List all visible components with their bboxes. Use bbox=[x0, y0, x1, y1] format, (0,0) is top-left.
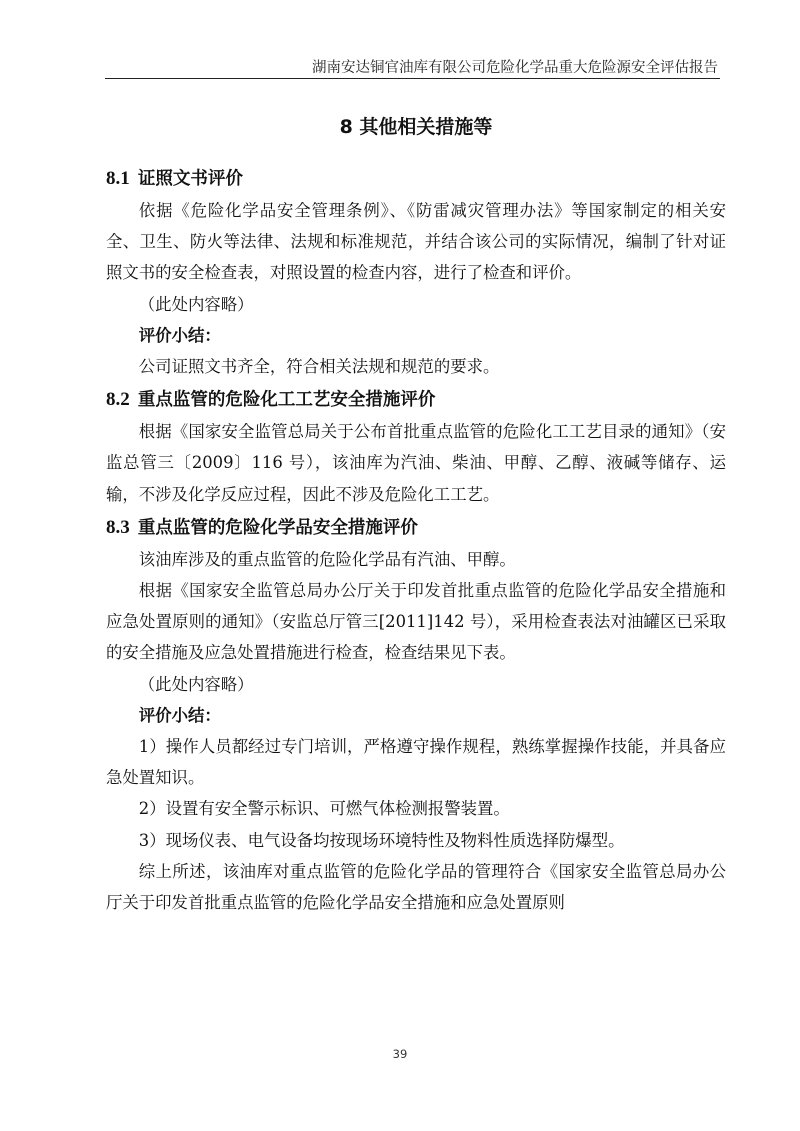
paragraph: 公司证照文书齐全，符合相关法规和规范的要求。 bbox=[138, 357, 500, 377]
list-item: 2）设置有安全警示标识、可燃气体检测报警装置。 bbox=[138, 799, 510, 819]
paragraph: 根据《国家安全监管总局关于公布首批重点监管的危险化工工艺目录的通知》（安监总管三〔2009〕116 号），该油库为汽油、柴油、甲醇、乙醇、液碱等储存、运输，不涉及化学反应过程，因此不涉及危险化工工艺。 bbox=[106, 422, 726, 504]
paragraph: 根据《国家安全监管总局办公厅关于印发首批重点监管的危险化学品安全措施和应急处置原则的通知》（安监总厅管三[2011]142 号），采用检查表法对油罐区已采取的安全措施及应急处置措施进行检查，检查结果见下表。 bbox=[106, 581, 726, 663]
page-header bbox=[105, 56, 720, 79]
summary-label: 评价小结： bbox=[138, 705, 221, 725]
omitted-note: （此处内容略） bbox=[138, 294, 254, 314]
section-title: 证照文书评价 bbox=[137, 169, 243, 189]
chapter-title: 8 其他相关措施等 bbox=[339, 116, 493, 138]
section-heading bbox=[106, 163, 726, 195]
header-title: 湖南安达铜官油库有限公司危险化学品重大危险源安全评估报告 bbox=[312, 60, 718, 76]
summary-label: 评价小结： bbox=[138, 325, 221, 345]
section-title: 重点监管的危险化工工艺安全措施评价 bbox=[137, 390, 436, 411]
paragraph: 依据《危险化学品安全管理条例》、《防雷减灾管理办法》等国家制定的相关安全、卫生、防火等法律、法规和标准规范，并结合该公司的实际情况，编制了针对证照文书的安全检查表，对照设置的检查内容，进行了检查和评价。 bbox=[106, 201, 726, 283]
section-number: 8.2 bbox=[106, 389, 130, 411]
page-number: 39 bbox=[392, 1047, 408, 1061]
paragraph: 综上所述，该油库对重点监管的危险化学品的管理符合《国家安全监管总局办公厅关于印发首批重点监管的危险化学品安全措施和应急处置原则 bbox=[106, 861, 726, 913]
section-heading bbox=[106, 384, 726, 416]
section-heading bbox=[106, 512, 726, 544]
omitted-note: （此处内容略） bbox=[138, 674, 254, 694]
paragraph: 该油库涉及的重点监管的危险化学品有汽油、甲醇。 bbox=[138, 549, 516, 569]
section-title: 重点监管的危险化学品安全措施评价 bbox=[137, 517, 418, 538]
section-number: 8.1 bbox=[106, 168, 130, 189]
page-body bbox=[106, 112, 726, 918]
list-item: 1）操作人员都经过专门培训，严格遵守操作规程，熟练掌握操作技能，并具备应急处置知识。 bbox=[106, 737, 726, 788]
section-number: 8.3 bbox=[106, 516, 130, 538]
list-item: 3）现场仪表、电气设备均按现场环境特性及物料性质选择防爆型。 bbox=[138, 830, 625, 850]
